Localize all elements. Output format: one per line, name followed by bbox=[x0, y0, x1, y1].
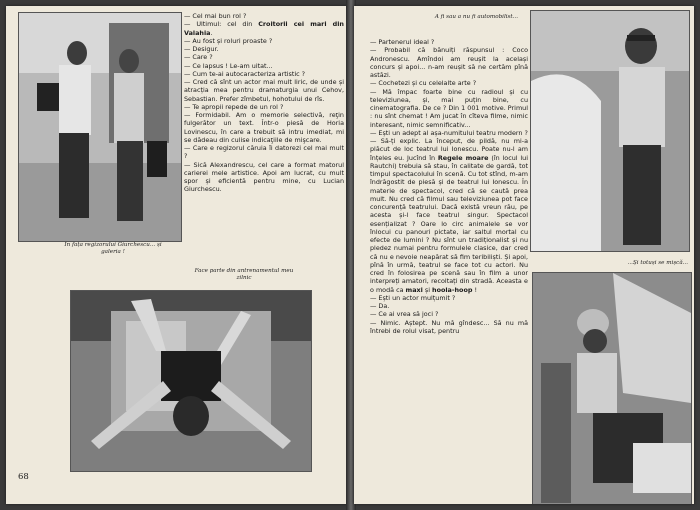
paragraph bbox=[370, 129, 528, 137]
page-number-left: 68 bbox=[18, 472, 29, 482]
photo-actor-car-repair bbox=[532, 272, 692, 504]
photo-actor-training-image bbox=[71, 291, 311, 471]
bold-phrase: Croitorii cei mari din Valahia bbox=[184, 20, 344, 37]
paragraph bbox=[184, 37, 344, 45]
paragraph-text: — Desigur. bbox=[184, 45, 219, 53]
paragraph bbox=[184, 45, 344, 53]
caption-photo-director: In fața regizorului Giurchescu... și galeria ! bbox=[64, 242, 162, 255]
paragraph-text: — Să-ți explic. La început, de pildă, nu mi-a plăcut de loc teatrul lui Ionescu. Poate nu-l am înțeles eu. Jucînd în bbox=[370, 137, 528, 162]
paragraph-text: — Cum te-ai autocaracteriza artistic ? bbox=[184, 69, 306, 78]
paragraph-text: ! bbox=[472, 285, 478, 294]
paragraph-text: — Ești un adept al așa-numitului teatru modern ? bbox=[370, 128, 528, 137]
paragraph-text: — Mă împac foarte bine cu radioul și cu televiziunea, și, mai puțin bine, cu cinematografia. De ce ? Din 1 001 motive. Primul : nu sînt chemat ! Am jucat în cîteva filme, nimic interesant, nimic semnificativ... bbox=[370, 87, 528, 129]
paragraph-text: — Formidabil. Am o memorie selectivă, reţin fulgerător un text. Într-o piesă de Horia Lovinescu, în care a trebuit să intru imediat, mi se dădeau din culise indicaţiile de mişcare. bbox=[184, 111, 344, 144]
header-caption: A fi sau a nu fi automobilist... bbox=[434, 14, 518, 20]
photo-actor-car-sunglasses-image bbox=[531, 11, 689, 251]
paragraph bbox=[370, 319, 528, 336]
paragraph bbox=[370, 88, 528, 129]
paragraph-text: — Care e regizorul căruia îi datorezi cel mai mult ? bbox=[184, 144, 344, 161]
bold-phrase: Regele moare bbox=[437, 153, 489, 162]
photo-actor-with-director bbox=[18, 12, 182, 242]
paragraph-text: — Te apropii repede de un rol ? bbox=[184, 102, 284, 111]
photo-actor-car-repair-image bbox=[533, 273, 691, 504]
paragraph bbox=[184, 161, 344, 194]
paragraph-text: — Care ? bbox=[184, 53, 213, 62]
photo-actor-with-director-image bbox=[19, 13, 181, 241]
paragraph-text: — Sică Alexandrescu, cel care a format matorul carierei mele artistice. Apoi am lucrat, cu mult spor și eficientă pentru mine, cu Lucian Giurchescu. bbox=[184, 160, 344, 194]
paragraph-text: — Partenerul ideal ? bbox=[370, 38, 435, 46]
caption-photo-training: Face parte din antrenamentul meu zilnic bbox=[194, 268, 294, 281]
bold-phrase: hoola-hoop bbox=[432, 285, 473, 294]
paragraph bbox=[184, 103, 344, 111]
paragraph bbox=[184, 20, 344, 37]
paragraph-text: — Ultimul: cel din bbox=[184, 20, 259, 29]
paragraph-text: — Nimic. Aștept. Nu mă gîndesc... Să nu mă întrebi de rolul visat, pentru bbox=[370, 318, 528, 335]
paragraph bbox=[370, 38, 528, 46]
paragraph bbox=[184, 12, 344, 20]
paragraph bbox=[370, 137, 528, 294]
paragraph bbox=[184, 62, 344, 70]
paragraph bbox=[184, 78, 344, 103]
paragraph-text: — Cel mai bun rol ? bbox=[184, 12, 247, 20]
left-page bbox=[6, 6, 349, 504]
paragraph-text: — Da. bbox=[370, 302, 390, 310]
paragraph bbox=[370, 79, 528, 87]
paragraph-text: (în locul lui Rautchi) trebuia să stau, în calitate de gardă, tot timpul spectacolului în scenă. Cu tot stînd, m-am îndrăgostit de piesă și de teatrul lui Ionescu. În materie de spectacol, cred că se caută prea mult. Nu cred că filmul sau televiziunea pot face concurență teatrului. Dacă există vreun rău, pe acesta și-l face teatrul singur. Spectacol esențializat ? Oare lo circ animalele se vor înlocui cu panouri pictate, iar saltul mortal cu efecte de lumini ? Nu sînt un tradiționalist și nu pledez numai pentru formulele clasice, dar cred că nu e nevoie neapărat să fim teribiliști. Și apoi, pînă în urmă, teatrul se face tot cu actori. Nu cred în folosirea pe scenă sau în film a unor interpreți amatori, recoltați din stradă. Aceasta e o modă ca bbox=[370, 153, 528, 294]
paragraph bbox=[184, 144, 344, 161]
paragraph bbox=[184, 70, 344, 78]
paragraph bbox=[370, 46, 528, 79]
left-text-column bbox=[184, 12, 344, 194]
caption-photo-car-repair: ...Și totuși se mișcă... bbox=[627, 260, 688, 266]
paragraph-text: — Ce lapsus ! Le-am uitat... bbox=[184, 61, 273, 70]
paragraph-text: — Probabil că bănuiți răspunsul : Coco Andronescu. Amîndoi am reușit la același concurs și apoi... n-am reușit să ne certăm pînă astăzi. bbox=[370, 46, 528, 79]
paragraph-text: . bbox=[210, 28, 213, 37]
right-text-column bbox=[370, 38, 528, 335]
paragraph-text: — Cred că sînt un actor mai mult liric, de unde și atracția mea pentru dramaturgia unui Cehov, Sebastian. Prefer zîmbetul, hohotului de rîs. bbox=[184, 78, 344, 103]
paragraph-text: — Au fost și roluri proaste ? bbox=[184, 36, 273, 45]
photo-actor-car-sunglasses bbox=[530, 10, 690, 252]
paragraph-text: — Ce ai vrea să joci ? bbox=[370, 310, 439, 319]
photo-actor-training bbox=[70, 290, 312, 472]
paragraph bbox=[184, 53, 344, 61]
paragraph-text: — Ești un actor mulțumit ? bbox=[370, 293, 456, 302]
paragraph bbox=[184, 111, 344, 144]
bold-phrase: maxi bbox=[405, 285, 423, 294]
paragraph bbox=[370, 302, 528, 310]
paragraph bbox=[370, 294, 528, 302]
right-page bbox=[354, 6, 694, 504]
paragraph-text: și bbox=[422, 285, 433, 294]
paragraph-text: — Cochetezi și cu celelalte arte ? bbox=[370, 79, 477, 88]
paragraph bbox=[370, 310, 528, 318]
